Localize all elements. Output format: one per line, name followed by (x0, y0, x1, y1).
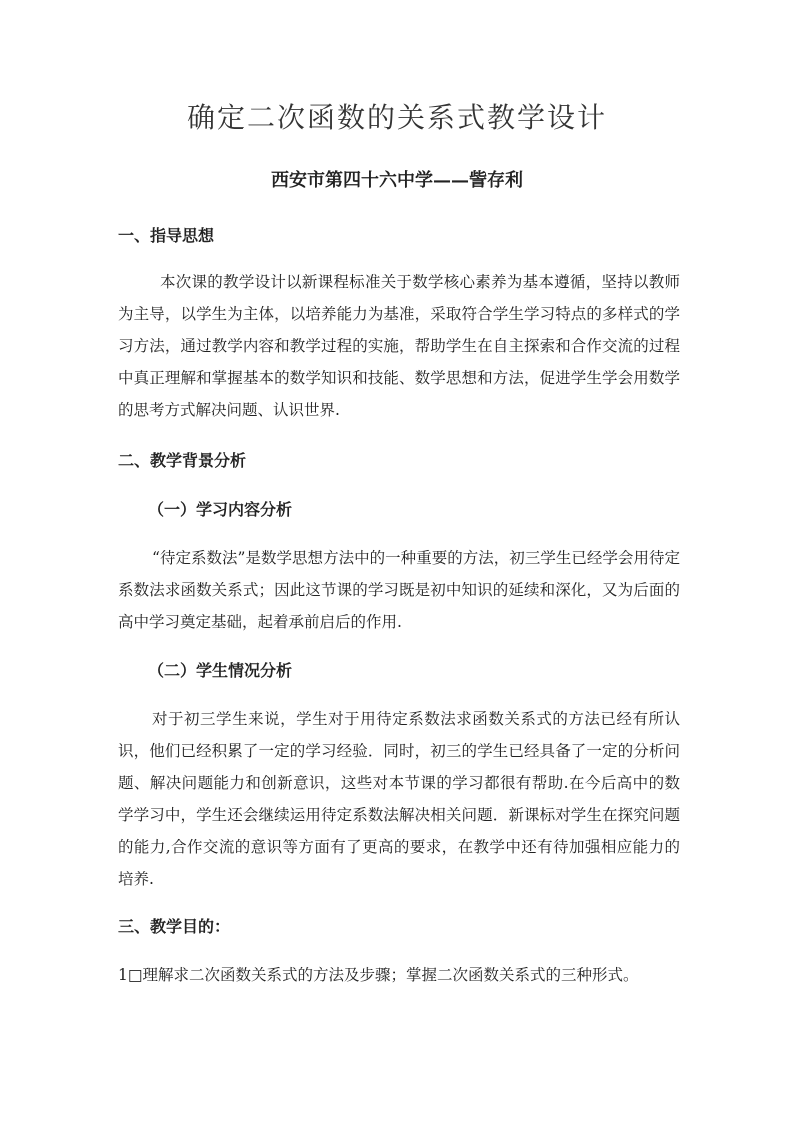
section-heading-guiding-thought: 一、指导思想 (118, 226, 215, 245)
subsection-paragraph-content-analysis: “待定系数法”是数学思想方法中的一种重要的方法，初三学生已经学会用待定系数法求函数关系式；因此这节课的学习既是初中知识的延续和深化，又为后面的高中学习奠定基础，起着承前启后的作用. (118, 549, 680, 631)
section-paragraph-guiding-thought: 本次课的教学设计以新课程标准关于数学核心素养为基本遵循，坚持以教师为主导，以学生为主体，以培养能力为基准，采取符合学生学习特点的多样式的学习方法，通过教学内容和教学过程的实施，帮助学生在自主探索和合作交流的过程中真正理解和掌握基本的数学知识和技能、数学思想和方法，促进学生学会用数学的思考方式解决问题、认识世界. (118, 273, 680, 419)
subsection-paragraph-student-analysis: 对于初三学生来说，学生对于用待定系数法求函数关系式的方法已经有所认识，他们已经积累了一定的学习经验．同时，初三的学生已经具备了一定的分析问题、解决问题能力和创新意识，这些对本节课的学习都很有帮助.在今后高中的数学学习中，学生还会继续运用待定系数法解决相关问题．新课标对学生在探究问题的能力,合作交流的意识等方面有了更高的要求，在教学中还有待加强相应能力的培养. (118, 710, 680, 888)
document-author: 西安市第四十六中学——訾存利 (271, 170, 523, 191)
goal-item-1: 1□理解求二次函数关系式的方法及步骤；掌握二次函数关系式的三种形式。 (118, 966, 639, 984)
document-title: 确定二次函数的关系式教学设计 (186, 101, 607, 134)
subsection-heading-content-analysis: （一）学习内容分析 (148, 500, 293, 519)
section-heading-background: 二、教学背景分析 (118, 451, 247, 470)
subsection-heading-student-analysis: （二）学生情况分析 (148, 661, 293, 680)
section-heading-teaching-goals: 三、教学目的： (118, 917, 231, 936)
